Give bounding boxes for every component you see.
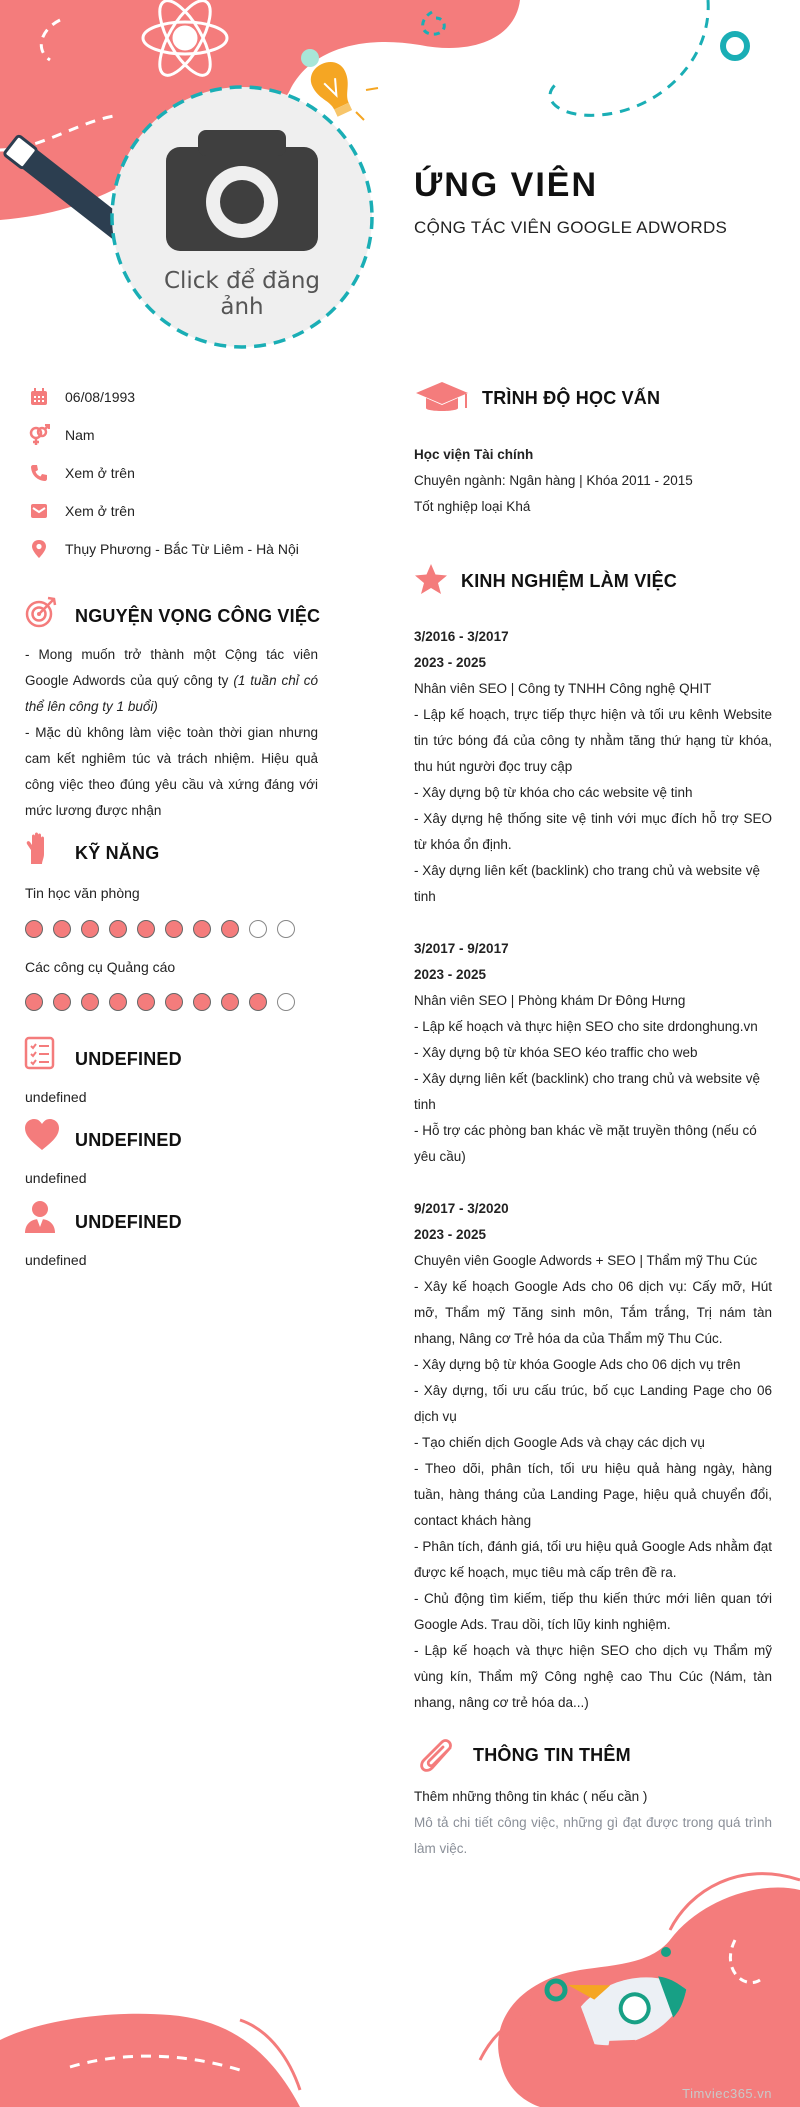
- job-duty: - Xây dựng hệ thống site vệ tinh với mục đích hỗ trợ SEO từ khóa ổn định.: [414, 811, 772, 852]
- rating-dot-filled: [109, 920, 127, 938]
- extra-section-title: UNDEFINED: [75, 1212, 182, 1232]
- rating-dot-filled: [137, 920, 155, 938]
- skill-label: Các công cụ Quảng cáo: [25, 959, 176, 975]
- extra-section-title: UNDEFINED: [75, 1130, 182, 1150]
- hand-icon: [24, 832, 52, 866]
- rating-dot-filled: [53, 993, 71, 1011]
- job-position: Nhân viên SEO | Phòng khám Dr Đông Hưng: [414, 993, 686, 1008]
- additional-line: Thêm những thông tin khác ( nếu cần ): [414, 1789, 648, 1804]
- job-duty: - Theo dõi, phân tích, tối ưu hiệu quả hàng ngày, hàng tuần, hàng tháng của Landing Page, hiệu quả chuyển đổi, contact khách hàng: [414, 1461, 772, 1528]
- phone-row: [28, 462, 135, 484]
- rating-dot-empty: [249, 920, 267, 938]
- skill-rating: [25, 993, 295, 1011]
- birthday-row: [28, 386, 135, 408]
- gender-icon: [28, 424, 50, 446]
- target-icon: [24, 595, 58, 629]
- job-duty: - Lập kế hoạch và thực hiện SEO cho dịch vụ Thẩm mỹ vùng kín, Thẩm mỹ Công nghệ cao Thu Cúc (Nám, tàn nhang, nâng cơ trẻ hóa da...): [414, 1643, 772, 1710]
- email-row: [28, 500, 135, 522]
- objective-p1: - Mong muốn trở thành một Cộng tác viên Google Adwords của quý công ty: [25, 647, 318, 688]
- rating-dot-filled: [249, 993, 267, 1011]
- rating-dot-filled: [165, 920, 183, 938]
- objective-p2: - Mặc dù không làm việc toàn thời gian nhưng cam kết nghiêm túc và trách nhiệm. Hiệu quả công việc theo đúng yêu cầu và xứng đáng với mức lương được nhận: [25, 725, 318, 818]
- email-value: Xem ở trên: [65, 503, 135, 519]
- star-icon: [414, 563, 448, 595]
- job-period: 3/2016 - 3/2017: [414, 629, 509, 644]
- rating-dot-filled: [25, 920, 43, 938]
- rating-dot-filled: [193, 920, 211, 938]
- objective-title: NGUYỆN VỌNG CÔNG VIỆC: [75, 606, 321, 626]
- job-duty: - Lập kế hoạch, trực tiếp thực hiện và tối ưu kênh Website tin tức bóng đá của công ty nhằm tăng thứ hạng từ khóa, thu hút người đọc truy cập: [414, 707, 772, 774]
- experience-title: KINH NGHIỆM LÀM VIỆC: [461, 571, 678, 591]
- checklist-icon: [24, 1036, 56, 1070]
- candidate-role: CỘNG TÁC VIÊN GOOGLE ADWORDS: [414, 218, 728, 237]
- job-duty: - Xây dựng liên kết (backlink) cho trang chủ và website vệ tinh: [414, 1071, 760, 1112]
- additional-title: THÔNG TIN THÊM: [473, 1745, 631, 1765]
- job-years: 2023 - 2025: [414, 655, 487, 670]
- job-duty: - Hỗ trợ các phòng ban khác về mặt truyền thông (nếu có yêu cầu): [414, 1123, 757, 1164]
- grade: Tốt nghiệp loại Khá: [414, 499, 531, 514]
- school-name: Học viện Tài chính: [414, 447, 534, 462]
- calendar-icon: [28, 386, 50, 408]
- rating-dot-filled: [221, 993, 239, 1011]
- job-entry: [414, 624, 772, 910]
- rating-dot-filled: [81, 993, 99, 1011]
- education-title: TRÌNH ĐỘ HỌC VẤN: [482, 388, 661, 408]
- additional-block: [414, 1784, 772, 1862]
- rating-dot-filled: [193, 993, 211, 1011]
- job-duty: - Lập kế hoạch và thực hiện SEO cho site drdonghung.vn: [414, 1019, 758, 1034]
- footer-decoration: [0, 1860, 800, 2107]
- job-duty: - Chủ động tìm kiếm, tiếp thu kiến thức mới liên quan tới Google Ads. Trau dồi, tích lũy kinh nghiệm.: [414, 1591, 772, 1632]
- job-duty: - Xây dựng bộ từ khóa cho các website vệ tinh: [414, 785, 693, 800]
- job-duty: - Xây dựng bộ từ khóa SEO kéo traffic cho web: [414, 1045, 698, 1060]
- upload-photo-button[interactable]: Click để đăng ảnh: [163, 268, 321, 320]
- rating-dot-filled: [221, 920, 239, 938]
- rating-dot-filled: [81, 920, 99, 938]
- person-icon: [24, 1200, 56, 1234]
- objective-p1-note: (1 tuần chỉ có thể lên công ty 1 buổi): [25, 673, 318, 714]
- job-duty: - Tạo chiến dịch Google Ads và chạy các dịch vụ: [414, 1435, 705, 1450]
- additional-description: Mô tả chi tiết công việc, những gì đạt được trong quá trình làm việc.: [414, 1815, 772, 1856]
- extra-section-text: undefined: [25, 1252, 87, 1268]
- phone-icon: [28, 462, 50, 484]
- job-duty: - Xây dựng bộ từ khóa Google Ads cho 06 dịch vụ trên: [414, 1357, 741, 1372]
- address-row: [28, 538, 299, 560]
- job-period: 9/2017 - 3/2020: [414, 1201, 509, 1216]
- gender-value: Nam: [65, 427, 95, 443]
- job-duty: - Phân tích, đánh giá, tối ưu hiệu quả Google Ads nhằm đạt được kế hoạch, mục tiêu mà cấp trên đề ra.: [414, 1539, 772, 1580]
- job-period: 3/2017 - 9/2017: [414, 941, 509, 956]
- skill-label: Tin học văn phòng: [25, 885, 140, 901]
- job-entry: [414, 936, 772, 1170]
- phone-value: Xem ở trên: [65, 465, 135, 481]
- job-position: Chuyên viên Google Adwords + SEO | Thẩm mỹ Thu Cúc: [414, 1253, 758, 1268]
- rating-dot-filled: [109, 993, 127, 1011]
- rating-dot-filled: [53, 920, 71, 938]
- candidate-name: ỨNG VIÊN: [414, 166, 599, 204]
- job-duty: - Xây dựng liên kết (backlink) cho trang chủ và website vệ tinh: [414, 863, 760, 904]
- heart-icon: [24, 1118, 60, 1152]
- location-pin-icon: [28, 538, 50, 560]
- job-duty: - Xây kế hoạch Google Ads cho 06 dịch vụ: Cấy mỡ, Hút mỡ, Thẩm mỹ Tăng sinh môn, Tắm trắng, Trị nám tàn nhang, Nâng cơ Trẻ hóa da của Thẩm mỹ Thu Cúc.: [414, 1279, 772, 1346]
- rating-dot-empty: [277, 920, 295, 938]
- header-decoration: [0, 0, 800, 360]
- education-block: [414, 442, 772, 520]
- rating-dot-filled: [137, 993, 155, 1011]
- job-years: 2023 - 2025: [414, 967, 487, 982]
- email-icon: [28, 500, 50, 522]
- objective-text: [25, 642, 318, 824]
- extra-section-text: undefined: [25, 1089, 87, 1105]
- footer-brand: Timviec365.vn: [682, 2086, 772, 2101]
- address-value: Thụy Phương - Bắc Từ Liêm - Hà Nội: [65, 541, 299, 557]
- skills-title: KỸ NĂNG: [75, 843, 160, 863]
- job-duty: - Xây dựng, tối ưu cấu trúc, bố cục Landing Page cho 06 dịch vụ: [414, 1383, 772, 1424]
- job-years: 2023 - 2025: [414, 1227, 487, 1242]
- rating-dot-filled: [25, 993, 43, 1011]
- job-position: Nhân viên SEO | Công ty TNHH Công nghệ QHIT: [414, 681, 712, 696]
- graduation-cap-icon: [414, 380, 470, 416]
- job-entry: [414, 1196, 772, 1716]
- extra-section-text: undefined: [25, 1170, 87, 1186]
- major: Chuyên ngành: Ngân hàng | Khóa 2011 - 2015: [414, 473, 693, 488]
- rating-dot-empty: [277, 993, 295, 1011]
- skill-rating: [25, 920, 295, 938]
- extra-section-title: UNDEFINED: [75, 1049, 182, 1069]
- birthday-value: 06/08/1993: [65, 389, 136, 405]
- paperclip-icon: [416, 1736, 456, 1776]
- rating-dot-filled: [165, 993, 183, 1011]
- gender-row: [28, 424, 95, 446]
